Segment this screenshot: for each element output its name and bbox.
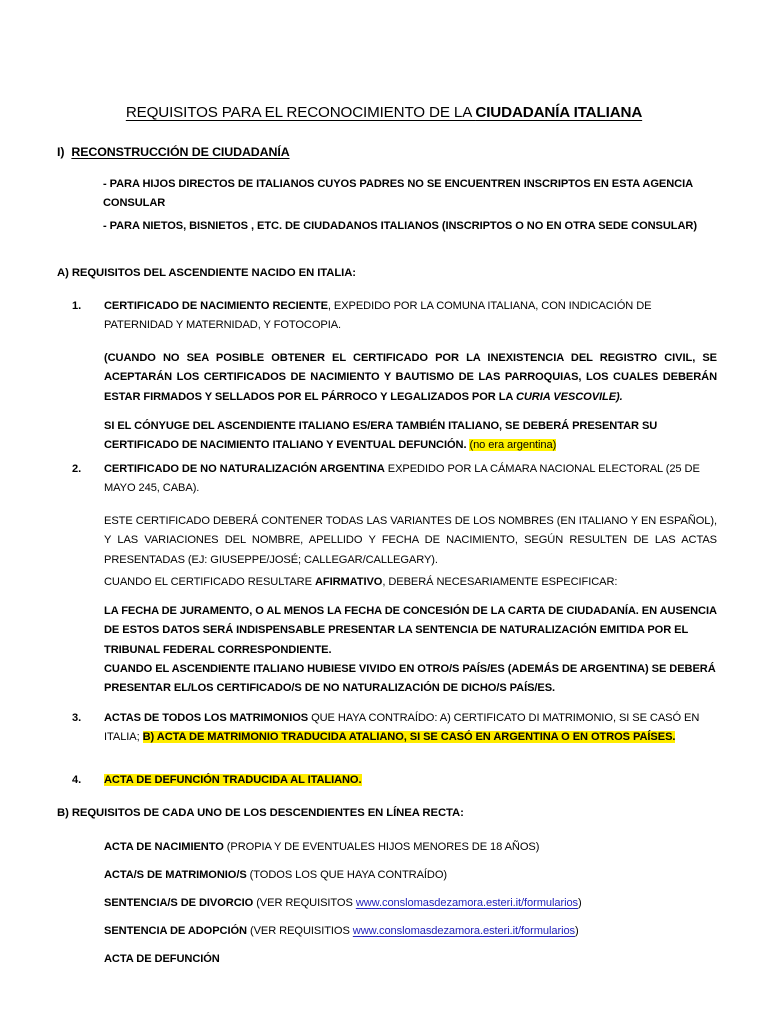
section-b-line-2-bold: ACTA/S DE MATRIMONIO/S	[104, 869, 247, 881]
section-b-line-4-bold: SENTENCIA DE ADOPCIÓN	[104, 925, 247, 937]
conyuge-highlight-note: (no era argentina)	[469, 439, 557, 452]
requirement-item-4-marker: 4.	[72, 774, 82, 786]
requirement-item-1	[72, 297, 717, 336]
requirement-item-1-marker: 1.	[72, 300, 82, 312]
parroquias-paragraph	[104, 349, 717, 407]
section-i-heading	[57, 145, 290, 159]
section-b-line-1	[104, 838, 717, 857]
variantes-paragraph: ESTE CERTIFICADO DEBERÁ CONTENER TODAS LAS VARIANTES DE LOS NOMBRES (EN ITALIANO Y EN ESPAÑOL), Y LAS VARIACIONES DEL NOMBRE, APELLIDO Y FECHA DE NACIMIENTO, SEGÚN RESULTEN DE LAS ACTAS PRESENTADAS (EJ: GIUSEPPE/JOSÉ; CALLEGAR/CALLEGARY).	[104, 515, 717, 566]
section-b-line-3-regular: (VER REQUISITOS	[253, 897, 356, 909]
section-b-line-1-regular: (PROPIA Y DE EVENTUALES HIJOS MENORES DE 18 AÑOS)	[223, 841, 540, 853]
afirmativo-pre: CUANDO EL CERTIFICADO RESULTARE	[104, 576, 315, 588]
parroquias-text: (CUANDO NO SEA POSIBLE OBTENER EL CERTIFICADO POR LA INEXISTENCIA DEL REGISTRO CIVIL, SE ACEPTARÁN LOS CERTIFICADOS DE NACIMIENTO Y BAUTISMO DE LAS PARROQUIAS, LOS CUALES DEBERÁN ESTAR FIRMADOS Y SELLADOS POR EL PÁRROCO Y LEGALIZADOS POR LA	[104, 352, 717, 403]
section-i-label: RECONSTRUCCIÓN DE CIUDADANÍA	[71, 145, 290, 159]
section-b-line-2-regular: (TODOS LOS QUE HAYA CONTRAÍDO)	[246, 869, 447, 881]
requirement-item-2-marker: 2.	[72, 463, 82, 475]
otros-paises-paragraph: CUANDO EL ASCENDIENTE ITALIANO HUBIESE VIVIDO EN OTRO/S PAÍS/ES (ADEMÁS DE ARGENTINA) SE DEBERÁ PRESENTAR EL/LOS CERTIFICADO/S DE NO NATURALIZACIÓN DE DICHO/S PAÍS/ES.	[104, 663, 716, 695]
section-b-line-4-tail: )	[575, 925, 579, 937]
section-b-line-4	[104, 922, 717, 941]
section-b-line-5	[104, 950, 717, 969]
requirement-item-3	[72, 709, 717, 748]
page-title-plain: REQUISITOS PARA EL RECONOCIMIENTO DE LA	[125, 104, 476, 121]
page-title	[0, 104, 768, 121]
section-i-numeral: I)	[57, 145, 65, 159]
requirement-item-4-highlight: ACTA DE DEFUNCIÓN TRADUCIDA AL ITALIANO.	[104, 774, 362, 786]
requirement-item-4	[72, 771, 717, 790]
section-b-line-2	[104, 866, 717, 885]
juramento-paragraph: LA FECHA DE JURAMENTO, O AL MENOS LA FECHA DE CONCESIÓN DE LA CARTA DE CIUDADANÍA. EN AUSENCIA DE ESTOS DATOS SERÁ INDISPENSABLE PRESENTAR LA SENTENCIA DE NATURALIZACIÓN EMITIDA POR EL TRIBUNAL FEDERAL CORRESPONDIENTE.	[104, 605, 717, 656]
section-b-line-4-regular: (VER REQUISITIOS	[246, 925, 353, 937]
requirement-item-1-lead-rest: , EXPEDIDO POR LA COMUNA ITALIANA, CON INDICACIÓN DE PATERNIDAD Y MATERNIDAD, Y FOTOCOPIA.	[104, 300, 652, 332]
requirement-item-2-lead-bold: CERTIFICADO DE NO NATURALIZACIÓN ARGENTINA	[104, 463, 385, 475]
formularios-link-divorcio[interactable]: www.conslomasdezamora.esteri.it/formularios	[355, 897, 579, 909]
afirmativo-bold: AFIRMATIVO	[314, 576, 383, 588]
afirmativo-paragraph	[104, 573, 717, 592]
section-i-bullet-2: - PARA NIETOS, BISNIETOS , ETC. DE CIUDADANOS ITALIANOS (INSCRIPTOS O NO EN OTRA SEDE CONSULAR)	[103, 220, 697, 232]
requirement-item-3-regular: QUE HAYA CONTRAÍDO: A) CERTIFICATO DI MATRIMONIO, SI SE CASÓ EN ITALIA;	[104, 712, 700, 744]
requirement-item-3-bold: ACTAS DE TODOS LOS MATRIMONIOS	[104, 712, 312, 724]
section-b-line-5-bold: ACTA DE DEFUNCIÓN	[104, 953, 220, 965]
section-b-line-1-bold: ACTA DE NACIMIENTO	[104, 841, 224, 853]
requirement-item-3-marker: 3.	[72, 712, 82, 724]
requirement-item-3-highlight: B) ACTA DE MATRIMONIO TRADUCIDA ATALIANO, SI SE CASÓ EN ARGENTINA O EN OTROS PAÍSES.	[142, 731, 676, 744]
section-i-bullet-1: - PARA HIJOS DIRECTOS DE ITALIANOS CUYOS PADRES NO SE ENCUENTREN INSCRIPTOS EN ESTA AGENCIA CONSULAR	[103, 178, 693, 210]
afirmativo-post: , DEBERÁ NECESARIAMENTE ESPECIFICAR:	[382, 576, 618, 588]
curia-vescovile-italic: CURIA VESCOVILE).	[515, 390, 623, 403]
section-b-line-3-bold: SENTENCIA/S DE DIVORCIO	[104, 897, 254, 909]
requirement-item-2	[72, 460, 717, 499]
requirement-item-2-lead-rest: EXPEDIDO POR LA CÁMARA NACIONAL ELECTORAL (25 DE MAYO 245, CABA).	[104, 463, 700, 495]
conyuge-text: SI EL CÓNYUGE DEL ASCENDIENTE ITALIANO ES/ERA TAMBIÉN ITALIANO, SE DEBERÁ PRESENTAR SU CERTIFICADO DE NACIMIENTO ITALIANO Y EVENTUAL DEFUNCIÓN.	[104, 420, 658, 452]
formularios-link-adopcion[interactable]: www.conslomasdezamora.esteri.it/formularios	[352, 925, 576, 937]
section-b-line-3-tail: )	[578, 897, 582, 909]
requirement-item-1-lead-bold: CERTIFICADO DE NACIMIENTO RECIENTE	[104, 300, 328, 312]
page-title-bold: CIUDADANÍA ITALIANA	[475, 104, 643, 121]
section-b-heading: B) REQUISITOS DE CADA UNO DE LOS DESCENDIENTES EN LÍNEA RECTA:	[57, 807, 464, 819]
conyuge-paragraph	[104, 417, 717, 456]
section-b-line-3	[104, 894, 717, 913]
section-a-heading: A) REQUISITOS DEL ASCENDIENTE NACIDO EN ITALIA:	[57, 267, 356, 279]
